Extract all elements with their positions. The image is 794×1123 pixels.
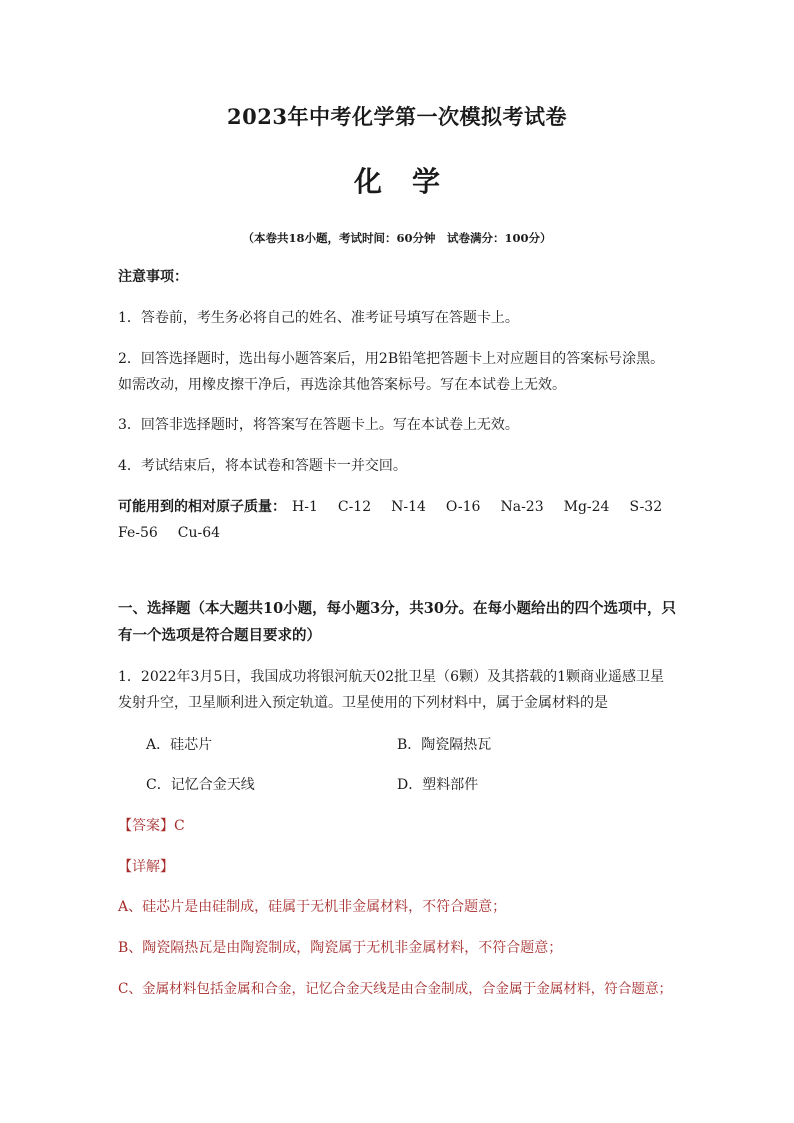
note-item: 如需改动，用橡皮擦干净后，再选涂其他答案标号。写在本试卷上无效。 <box>118 377 566 393</box>
explanation-line: C、金属材料包括金属和合金，记忆合金天线是由合金制成，合金属于金属材料，符合题意； <box>118 981 673 997</box>
atomic-mass-row <box>118 524 240 542</box>
answer: 【答案】C <box>118 818 185 834</box>
atomic-mass: Mg-24 <box>563 499 610 515</box>
atomic-mass-row <box>118 498 682 516</box>
explanation-line: A、硅芯片是由硅制成，硅属于无机非金属材料，不符合题意； <box>118 899 507 915</box>
note-item: 2．回答选择题时，选出每小题答案后，用2B铅笔把答题卡上对应题目的答案标号涂黑。 <box>118 351 665 367</box>
atomic-mass: Na-23 <box>500 499 544 515</box>
question-stem: 发射升空，卫星顺利进入预定轨道。卫星使用的下列材料中，属于金属材料的是 <box>118 695 608 711</box>
section-heading: 有一个选项是符合题目要求的） <box>118 627 321 644</box>
exam-title: 2023年中考化学第一次模拟考试卷 <box>227 104 567 129</box>
option-d: D．塑料部件 <box>397 777 479 793</box>
question-stem: 1．2022年3月5日，我国成功将银河航天02批卫星（6颗）及其搭载的1颗商业遥感卫星 <box>118 669 664 685</box>
subject-heading: 化学 <box>353 165 470 198</box>
note-item: 4．考试结束后，将本试卷和答题卡一并交回。 <box>118 458 407 474</box>
detail-heading: 【详解】 <box>118 859 174 875</box>
atomic-mass: Cu-64 <box>177 525 221 541</box>
exam-info: （本卷共18小题，考试时间：60分钟 试卷满分：100分） <box>242 231 552 245</box>
note-item: 1．答卷前，考生务必将自己的姓名、准考证号填写在答题卡上。 <box>118 310 519 326</box>
notes-heading: 注意事项： <box>118 269 188 285</box>
note-item: 3．回答非选择题时，将答案写在答题卡上。写在本试卷上无效。 <box>118 417 519 433</box>
atomic-mass: H-1 <box>292 499 318 515</box>
atomic-mass: Fe-56 <box>118 525 158 541</box>
atomic-mass-label: 可能用到的相对原子质量： <box>118 499 286 515</box>
option-c: C．记忆合金天线 <box>146 777 255 793</box>
explanation-line: B、陶瓷隔热瓦是由陶瓷制成，陶瓷属于无机非金属材料，不符合题意； <box>118 940 563 956</box>
section-heading: 一、选择题（本大题共10小题，每小题3分，共30分。在每小题给出的四个选项中，只 <box>118 600 676 617</box>
atomic-mass: C-12 <box>337 499 372 515</box>
option-b: B．陶瓷隔热瓦 <box>397 737 492 753</box>
atomic-mass: S-32 <box>629 499 663 515</box>
atomic-mass: N-14 <box>391 499 426 515</box>
atomic-mass: O-16 <box>445 499 481 515</box>
option-a: A．硅芯片 <box>146 737 213 753</box>
